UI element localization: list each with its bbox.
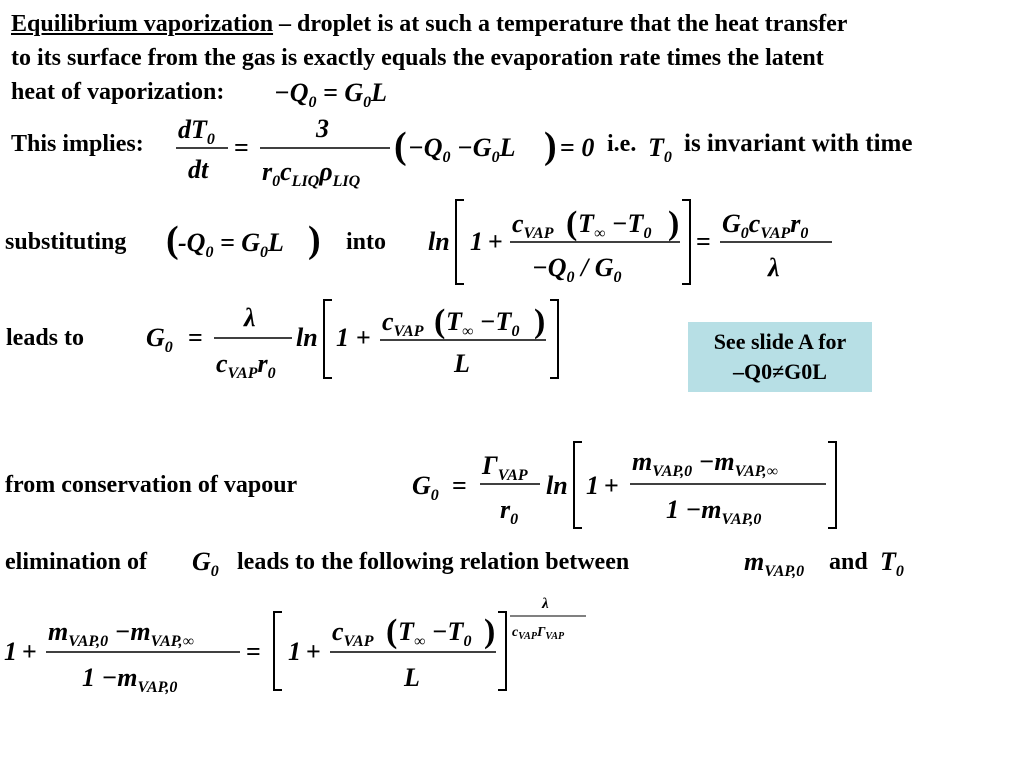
elimination-label-b: leads to the following relation between bbox=[237, 549, 630, 575]
svg-text:−Q0 −G0L: $-Q_0 -G_0L$ bbox=[408, 133, 516, 166]
equation-ln-heat bbox=[428, 200, 832, 286]
svg-text:= 0: = 0 bbox=[560, 133, 595, 162]
svg-text:L: L bbox=[454, 349, 470, 378]
svg-text:cVAP: $c_{VAP}$ bbox=[332, 617, 374, 650]
svg-text:(: ( bbox=[434, 303, 446, 340]
equation-final-relation bbox=[4, 596, 586, 696]
svg-text:L: L bbox=[404, 663, 420, 692]
heading-equilibrium-vaporization: Equilibrium vaporization bbox=[11, 11, 274, 37]
svg-text:): ) bbox=[308, 219, 321, 261]
svg-text:T0: $T_0$ bbox=[880, 547, 904, 580]
svg-text:cVAPr0: $c_{VAP}r_0$ bbox=[216, 349, 276, 382]
svg-text:mVAP,0 −mVAP,∞: $m_{VAP,0} -m_{VAP,\infty}$ bbox=[632, 447, 778, 480]
svg-text:1: 1 bbox=[470, 227, 483, 256]
svg-text:): ) bbox=[668, 205, 680, 242]
svg-text:λ: λ bbox=[542, 596, 549, 612]
svg-text:=: = bbox=[188, 323, 203, 352]
svg-text:cVAP: $c_{VAP}$ bbox=[512, 209, 554, 242]
elimination-label-a: elimination of bbox=[5, 549, 147, 575]
svg-text:): ) bbox=[544, 125, 557, 167]
svg-text:1 −mVAP,0: $1 -m_{VAP,0}$ bbox=[666, 495, 762, 528]
svg-text:=: = bbox=[234, 133, 249, 162]
svg-text:1: 1 bbox=[336, 323, 349, 352]
svg-text:+: + bbox=[306, 637, 321, 666]
invariant-label: is invariant with time bbox=[684, 130, 913, 157]
svg-text:dt: dt bbox=[188, 155, 209, 184]
svg-text:G0cVAPr0: $G_0c_{VAP}r_0$ bbox=[722, 209, 809, 242]
svg-text:3: 3 bbox=[316, 114, 329, 143]
svg-text:T∞ −T0: $T_\infty -T_0$ bbox=[446, 307, 520, 340]
leads-to-label: leads to bbox=[6, 325, 84, 351]
svg-text:(: ( bbox=[166, 219, 179, 261]
svg-text:ΓVAP: $\Gamma_{VAP}$ bbox=[482, 451, 528, 484]
intro-line-2: to its surface from the gas is exactly equals the evaporation rate times the latent bbox=[11, 45, 824, 71]
svg-text:ln: ln bbox=[546, 471, 568, 500]
svg-text:+: + bbox=[604, 471, 619, 500]
svg-text:1: 1 bbox=[586, 471, 599, 500]
svg-text:r0cLIQρLIQ: $r_0c_{LIQ}\rho_{LIQ}$ bbox=[262, 157, 361, 190]
svg-text:T∞ −T0: $T_\infty -T_0$ bbox=[578, 209, 652, 242]
svg-text:): ) bbox=[534, 303, 546, 340]
svg-text:(: ( bbox=[394, 125, 407, 167]
note-line-1: See slide A for bbox=[713, 329, 847, 354]
svg-text:1: 1 bbox=[288, 637, 301, 666]
svg-text:(: ( bbox=[566, 205, 578, 242]
note-line-2: –Q0≠G0L bbox=[733, 359, 827, 384]
equation-substitution bbox=[166, 219, 321, 261]
svg-text:=: = bbox=[452, 471, 467, 500]
svg-text:T∞ −T0: $T_\infty -T_0$ bbox=[398, 617, 472, 650]
svg-text:(: ( bbox=[386, 613, 398, 650]
svg-text:+: + bbox=[488, 227, 503, 256]
svg-text:ln: ln bbox=[428, 227, 450, 256]
ie-label: i.e. bbox=[607, 131, 637, 157]
svg-text:1: 1 bbox=[4, 637, 17, 666]
svg-text:T0: $T_0$ bbox=[648, 133, 672, 166]
intro-line-1-rest: – droplet is at such a temperature that the heat transfer bbox=[273, 11, 848, 37]
equation-g0-heat bbox=[146, 300, 558, 382]
equation-equilibrium bbox=[274, 78, 387, 111]
svg-text:-Q0 = G0L: $-Q_0 = G_0L$ bbox=[178, 228, 284, 261]
and-label: and bbox=[829, 549, 868, 575]
svg-text:dT0: $dT_0$ bbox=[178, 115, 215, 148]
conservation-label: from conservation of vapour bbox=[5, 472, 298, 498]
elimination-symbols bbox=[192, 547, 904, 580]
svg-text:r0: $r_0$ bbox=[500, 495, 519, 528]
svg-text:G0: $G_0$ bbox=[146, 323, 173, 356]
svg-text:λ: λ bbox=[768, 253, 780, 282]
svg-text:+: + bbox=[22, 637, 37, 666]
equation-g0-vapour bbox=[412, 442, 836, 528]
svg-text:λ: λ bbox=[244, 303, 256, 332]
svg-text:ln: ln bbox=[296, 323, 318, 352]
svg-text:−Q0 / G0: $-Q_0 / G_0$ bbox=[532, 253, 622, 286]
svg-text:mVAP,0: $m_{VAP,0}$ bbox=[744, 547, 805, 580]
substituting-label: substituting bbox=[5, 229, 127, 255]
svg-text:cVAP: $c_{VAP}$ bbox=[382, 307, 424, 340]
intro-line-3: heat of vaporization: bbox=[11, 79, 225, 105]
svg-text:1 −mVAP,0: $1 -m_{VAP,0}$ bbox=[82, 663, 178, 696]
svg-text:+: + bbox=[356, 323, 371, 352]
svg-text:=: = bbox=[246, 637, 261, 666]
svg-text:G0: $G_0$ bbox=[192, 547, 219, 580]
svg-text:=: = bbox=[696, 227, 711, 256]
this-implies-label: This implies: bbox=[11, 131, 144, 157]
svg-text:−Q0 = G0L: $-Q_0 = G_0L$ bbox=[274, 78, 388, 111]
svg-text:mVAP,0 −mVAP,∞: $m_{VAP,0} -m_{VAP,\infty}$ bbox=[48, 617, 194, 650]
svg-text:): ) bbox=[484, 613, 496, 650]
svg-text:cVAPΓVAP: $c_{VAP}\Gamma_{VAP}$ bbox=[512, 625, 565, 642]
into-label: into bbox=[346, 229, 387, 255]
equation-dt-derivative bbox=[176, 114, 672, 190]
svg-text:G0: $G_0$ bbox=[412, 471, 439, 504]
